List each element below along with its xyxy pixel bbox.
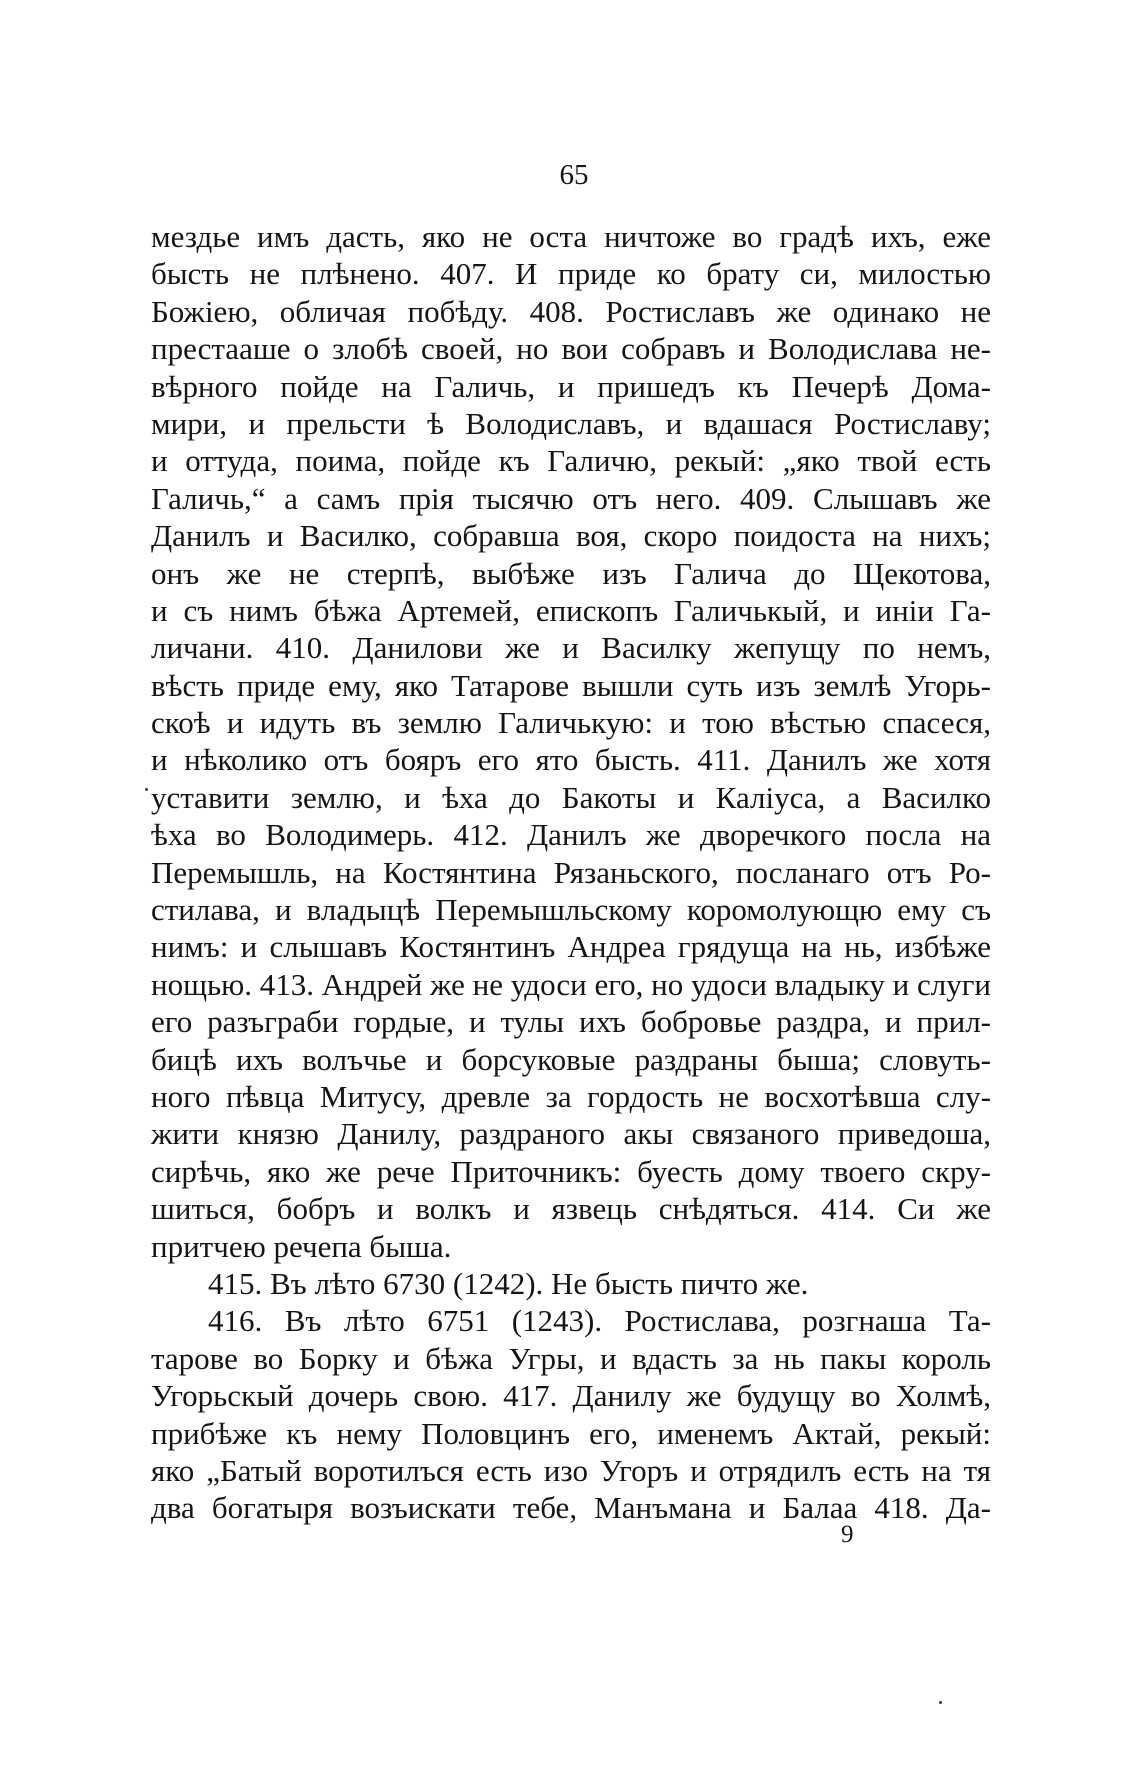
text-line: онъ же не стерпѣ, выбѣже изъ Галича до Щекотова, <box>151 555 991 591</box>
text-line: его разъграби гордые, и тулы ихъ бобровье раздра, и прил- <box>151 1004 991 1040</box>
text-line: ного пѣвца Митусу, древле за гордость не восхотѣвша слу- <box>151 1078 991 1114</box>
text-line: вѣсть приде ему, яко Татарове вышли суть изъ землѣ Угорь- <box>151 667 991 703</box>
text-line: личани. 410. Данилови же и Василку жепущу по немъ, <box>151 630 991 666</box>
text-line: нощью. 413. Андрей же не удоси его, но удоси владыку и слуги <box>151 966 991 1002</box>
text-line: притчею речепа быша. <box>151 1228 452 1264</box>
page-number: 65 <box>559 159 589 191</box>
text-line: нимъ: и слышавъ Костянтинъ Андреа грядуща на нь, избѣже <box>151 929 991 965</box>
text-line: вѣрного пойде на Галичь, и пришедъ къ Печерѣ Дома- <box>151 368 991 404</box>
text-line: ѣха во Володимерь. 412. Данилъ же дворечкого посла на <box>151 817 991 853</box>
text-line: Данилъ и Василко, собравша воя, скоро поидоста на нихъ; <box>151 518 991 554</box>
text-line: и нѣколико отъ бояръ его ято бысть. 411. Данилъ же хотя <box>151 742 991 778</box>
text-line: шиться, бобръ и волкъ и язвець снѣдяться. 414. Си же <box>151 1191 991 1227</box>
text-line: тарове во Борку и бѣжа Угры, и вдасть за нь пакы король <box>151 1340 991 1376</box>
text-line: стилава, и владыцѣ Перемышльскому коромолующю ему съ <box>151 892 991 928</box>
text-line: два богатыря возъискати тебе, Манъмана и Балаа 418. Да- <box>151 1490 991 1526</box>
text-line: 415. Въ лѣто 6730 (1242). Не бысть пичто же. <box>208 1265 809 1301</box>
print-speck <box>939 1701 942 1704</box>
print-speck <box>145 788 148 791</box>
text-line: Угорьскый дочерь свою. 417. Данилу же будущу во Холмѣ, <box>151 1378 991 1414</box>
text-line: прибѣже къ нему Половцинъ его, именемъ Актай, рекый: <box>151 1415 991 1451</box>
text-line: уставити землю, и ѣха до Бакоты и Каліуса, а Василко <box>151 779 991 815</box>
text-line: бицѣ ихъ волъчье и борсуковые раздраны быша; словуть- <box>151 1041 991 1077</box>
text-line: престааше о злобѣ своей, но вои собравъ и Володислава не- <box>151 331 991 367</box>
text-line: жити князю Данилу, раздраного акы связаного приведоша, <box>151 1116 991 1152</box>
text-line: Божіею, обличая побѣду. 408. Ростиславъ же одинако не <box>151 293 991 329</box>
text-line: бысть не плѣнено. 407. И приде ко брату си, милостью <box>151 256 991 292</box>
body-text <box>151 218 991 1527</box>
text-line: яко „Батый воротилъся есть изо Угоръ и отрядилъ есть на тя <box>151 1452 991 1488</box>
text-line: и оттуда, поима, пойде къ Галичю, рекый: „яко твой есть <box>151 443 991 479</box>
text-line: мездье имъ дасть, яко не оста ничтоже во градѣ ихъ, еже <box>151 219 991 254</box>
text-line: 416. Въ лѣто 6751 (1243). Ростислава, розгнаша Та- <box>208 1303 991 1339</box>
text-line: и съ нимъ бѣжа Артемей, епископъ Галичькый, и иніи Га- <box>151 592 991 628</box>
text-line: сирѣчь, яко же рече Приточникъ: буесть дому твоего скру- <box>151 1153 991 1189</box>
text-line: Галичь,“ а самъ прія тысячю отъ него. 409. Слышавъ же <box>151 480 991 516</box>
text-line: скоѣ и идуть въ землю Галичькую: и тою вѣстью спасеся, <box>151 705 991 741</box>
signature-mark: 9 <box>841 1521 854 1548</box>
text-line: Перемышль, на Костянтина Рязаньского, посланаго отъ Ро- <box>151 854 991 890</box>
text-line: мири, и прельсти ѣ Володиславъ, и вдашася Ростиславу; <box>151 405 991 441</box>
